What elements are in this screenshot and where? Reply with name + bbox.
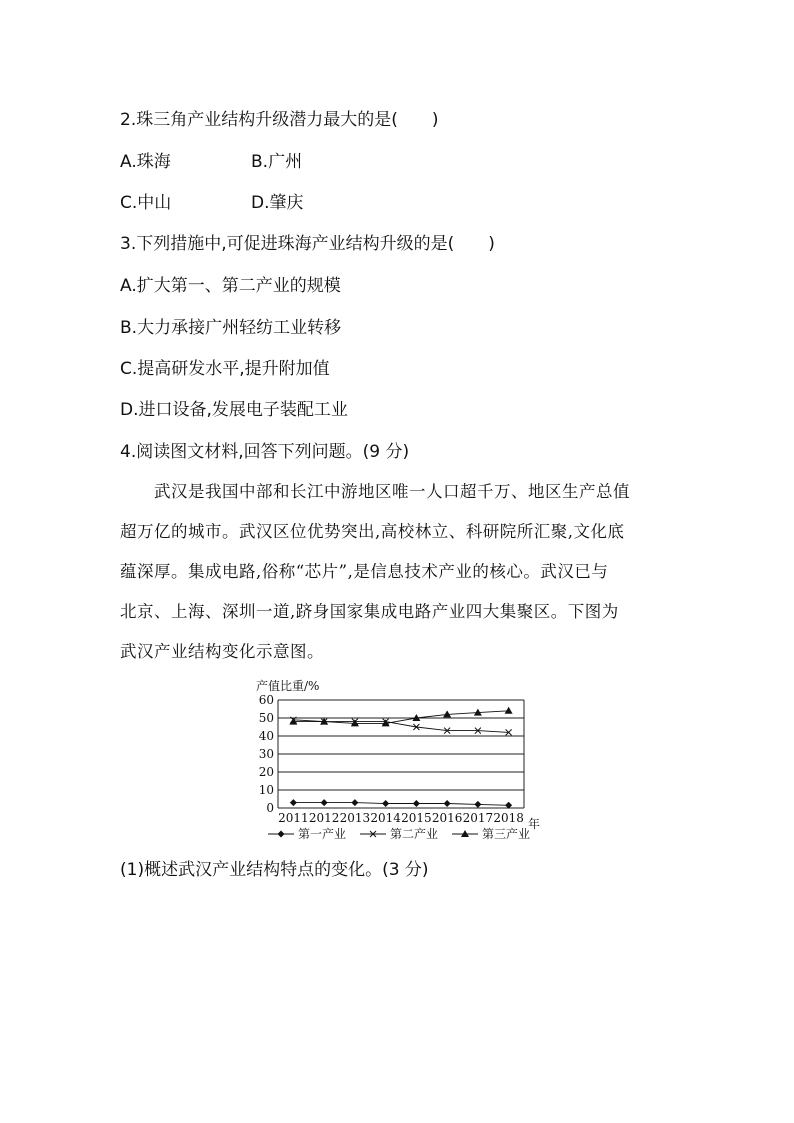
data-point bbox=[413, 800, 420, 807]
legend-marker bbox=[461, 830, 469, 837]
q3-option-a: A.扩大第一、第二产业的规模 bbox=[120, 276, 341, 296]
data-point bbox=[351, 799, 358, 806]
y-tick-label: 40 bbox=[258, 729, 274, 743]
chart-legend bbox=[268, 826, 530, 841]
q2-stem: 2.珠三角产业结构升级潜力最大的是( ) bbox=[120, 110, 439, 130]
legend-marker bbox=[278, 831, 285, 838]
y-axis-label: 产值比重/% bbox=[256, 679, 320, 693]
x-tick-label: 2018 bbox=[493, 811, 524, 825]
x-tick-label: 2011 bbox=[278, 811, 309, 825]
legend-label: 第二产业 bbox=[390, 827, 439, 841]
passage-line: 北京、上海、深圳一道,跻身国家集成电路产业四大集聚区。下图为 bbox=[120, 602, 619, 621]
y-tick-label: 50 bbox=[258, 711, 274, 725]
x-tick-label: 2017 bbox=[462, 811, 494, 825]
y-tick-label: 60 bbox=[258, 693, 274, 707]
q4-passage bbox=[120, 472, 680, 672]
y-tick-label: 0 bbox=[266, 801, 274, 815]
data-point bbox=[444, 800, 451, 807]
q2-option-a: A.珠海 bbox=[120, 152, 171, 172]
x-tick-label: 2016 bbox=[431, 811, 463, 825]
legend-label: 第一产业 bbox=[298, 827, 347, 841]
chart-grid bbox=[278, 700, 524, 808]
q2-option-b: B.广州 bbox=[251, 152, 303, 172]
q2-option-c: C.中山 bbox=[120, 193, 172, 213]
q3-option-d: D.进口设备,发展电子装配工业 bbox=[120, 400, 348, 420]
q2-option-d: D.肇庆 bbox=[251, 193, 304, 213]
q4-sub1: (1)概述武汉产业结构特点的变化。(3 分) bbox=[120, 860, 429, 880]
data-point bbox=[290, 799, 297, 806]
y-tick-label: 30 bbox=[258, 747, 274, 761]
y-axis-ticks bbox=[259, 693, 274, 815]
q3-option-c: C.提高研发水平,提升附加值 bbox=[120, 359, 330, 379]
legend-item bbox=[268, 826, 346, 841]
data-point bbox=[474, 801, 481, 808]
series-1 bbox=[290, 799, 512, 809]
x-axis-label: 年 bbox=[528, 817, 541, 831]
data-point bbox=[505, 707, 513, 714]
x-tick-label: 2012 bbox=[308, 811, 340, 825]
industry-structure-chart bbox=[252, 676, 552, 846]
x-tick-label: 2015 bbox=[401, 811, 432, 825]
passage-line: 武汉是我国中部和长江中游地区唯一人口超千万、地区生产总值 bbox=[120, 482, 630, 501]
legend-item bbox=[360, 826, 438, 841]
x-tick-label: 2014 bbox=[370, 811, 401, 825]
passage-line: 武汉产业结构变化示意图。 bbox=[120, 642, 324, 661]
passage-line: 超万亿的城市。武汉区位优势突出,高校林立、科研院所汇聚,文化底 bbox=[120, 522, 625, 541]
y-tick-label: 10 bbox=[258, 783, 274, 797]
q3-option-b: B.大力承接广州轻纺工业转移 bbox=[120, 318, 342, 338]
q3-stem: 3.下列措施中,可促进珠海产业结构升级的是( ) bbox=[120, 234, 495, 254]
data-point bbox=[382, 800, 389, 807]
q4-stem: 4.阅读图文材料,回答下列问题。(9 分) bbox=[120, 442, 410, 462]
x-axis-ticks bbox=[278, 811, 524, 825]
y-tick-label: 20 bbox=[258, 765, 274, 779]
data-point bbox=[289, 718, 297, 725]
legend-item bbox=[452, 826, 530, 841]
x-tick-label: 2013 bbox=[339, 811, 371, 825]
data-point bbox=[321, 799, 328, 806]
legend-label: 第三产业 bbox=[482, 827, 531, 841]
series-3 bbox=[289, 707, 512, 727]
chart-series bbox=[289, 707, 512, 809]
passage-line: 蕴深厚。集成电路,俗称“芯片”,是信息技术产业的核心。武汉已与 bbox=[120, 562, 609, 581]
